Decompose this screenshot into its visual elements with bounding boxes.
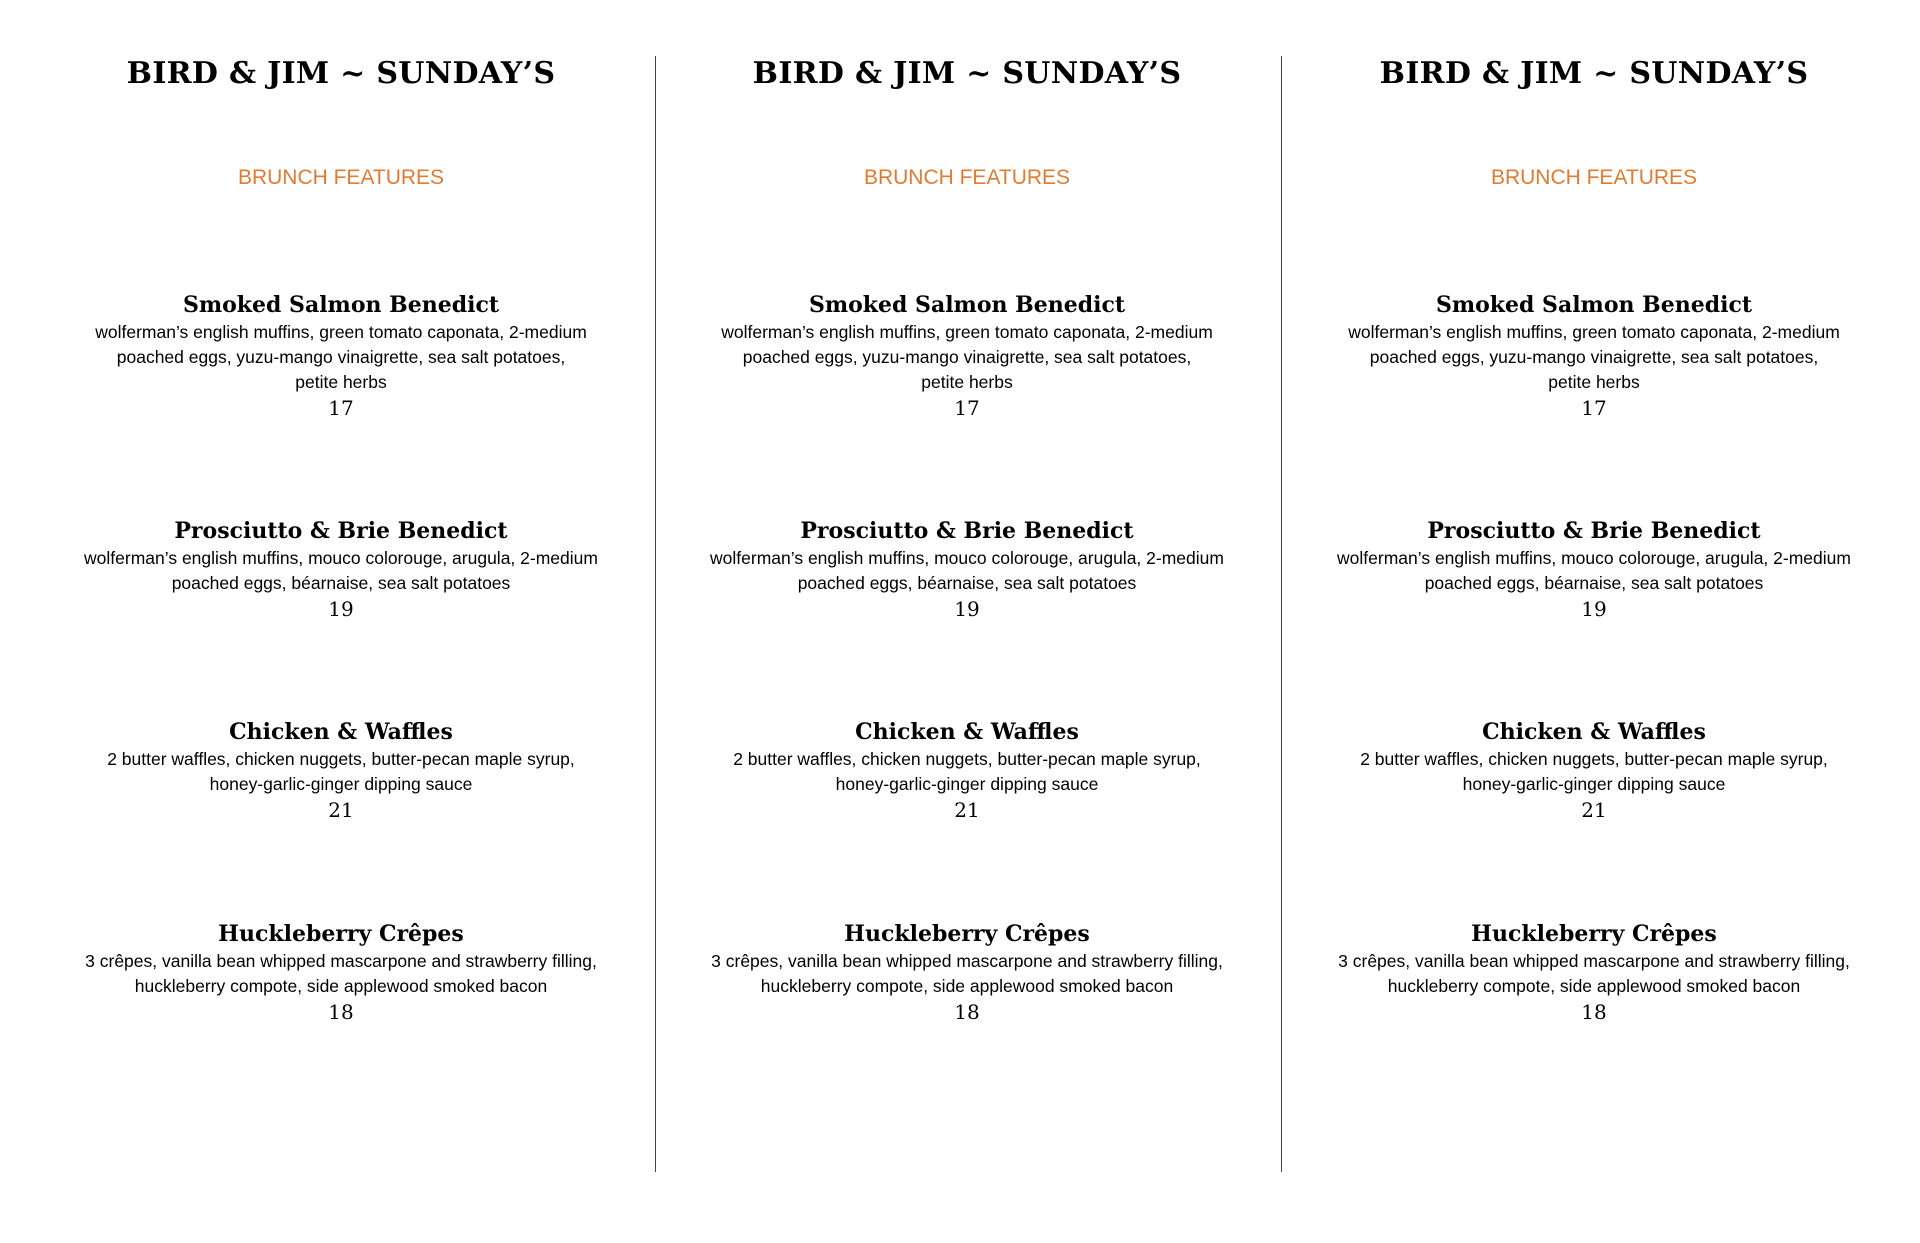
item-price: 17 [1581,396,1607,420]
item-desc-line: poached eggs, béarnaise, sea salt potatoes [797,573,1137,593]
item-price: 19 [1581,597,1607,621]
item-description [1281,546,1907,596]
item-desc-line: petite herbs [1548,372,1640,392]
menu-item [654,919,1280,1025]
item-description [28,546,654,596]
menu-item [654,290,1280,421]
menu-item [1281,516,1907,622]
item-price: 18 [954,1000,980,1024]
menu-item [654,717,1280,823]
item-name: Huckleberry Crêpes [844,921,1090,947]
item-desc-line: poached eggs, béarnaise, sea salt potatoes [1424,573,1764,593]
item-desc-line: poached eggs, yuzu-mango vinaigrette, sea salt potatoes, [742,347,1192,367]
item-desc-line: 3 crêpes, vanilla bean whipped mascarpone and strawberry filling, [711,951,1223,971]
item-desc-line: huckleberry compote, side applewood smoked bacon [134,976,548,996]
menu-item [28,717,654,823]
item-desc-line: 2 butter waffles, chicken nuggets, butter-pecan maple syrup, [107,749,575,769]
menu-subtitle: BRUNCH FEATURES [237,166,445,189]
menu-title: BIRD & JIM ~ SUNDAY’S [1379,56,1809,91]
item-desc-line: petite herbs [295,372,387,392]
item-desc-line: petite herbs [921,372,1013,392]
item-name: Chicken & Waffles [1482,719,1706,745]
item-name: Chicken & Waffles [229,719,453,745]
menu-item [654,516,1280,622]
item-price: 17 [328,396,354,420]
item-desc-line: poached eggs, béarnaise, sea salt potatoes [171,573,511,593]
item-price: 17 [954,396,980,420]
item-name: Smoked Salmon Benedict [808,292,1126,318]
item-desc-line: 2 butter waffles, chicken nuggets, butter-pecan maple syrup, [1360,749,1828,769]
item-desc-line: wolferman’s english muffins, green tomato caponata, 2-medium [1348,322,1840,342]
menu-title: BIRD & JIM ~ SUNDAY’S [126,56,556,91]
item-desc-line: wolferman’s english muffins, green tomato caponata, 2-medium [721,322,1213,342]
item-name: Chicken & Waffles [855,719,1079,745]
menu-item [1281,717,1907,823]
menu-column-3 [1281,0,1907,1243]
item-name: Huckleberry Crêpes [218,921,464,947]
menu-column-2 [654,0,1280,1243]
item-price: 21 [954,798,980,822]
item-price: 18 [328,1000,354,1024]
item-desc-line: huckleberry compote, side applewood smoked bacon [1387,976,1801,996]
item-name: Huckleberry Crêpes [1471,921,1717,947]
item-description [1281,320,1907,395]
item-name: Smoked Salmon Benedict [182,292,500,318]
item-desc-line: honey-garlic-ginger dipping sauce [209,774,473,794]
menu-item [28,290,654,421]
item-desc-line: wolferman’s english muffins, mouco colorouge, arugula, 2-medium [1337,548,1851,568]
item-name: Prosciutto & Brie Benedict [1427,518,1761,544]
menu-item [1281,290,1907,421]
item-desc-line: 2 butter waffles, chicken nuggets, butter-pecan maple syrup, [733,749,1201,769]
item-description [1281,949,1907,999]
item-price: 19 [954,597,980,621]
item-description [1281,747,1907,797]
item-desc-line: 3 crêpes, vanilla bean whipped mascarpone and strawberry filling, [85,951,597,971]
item-description [28,320,654,395]
item-desc-line: poached eggs, yuzu-mango vinaigrette, sea salt potatoes, [1369,347,1819,367]
item-description [654,546,1280,596]
item-price: 18 [1581,1000,1607,1024]
menu-subtitle: BRUNCH FEATURES [1490,166,1698,189]
item-description [654,747,1280,797]
item-desc-line: wolferman’s english muffins, mouco colorouge, arugula, 2-medium [84,548,598,568]
item-desc-line: wolferman’s english muffins, mouco colorouge, arugula, 2-medium [710,548,1224,568]
item-name: Prosciutto & Brie Benedict [174,518,508,544]
item-desc-line: 3 crêpes, vanilla bean whipped mascarpone and strawberry filling, [1338,951,1850,971]
item-desc-line: wolferman’s english muffins, green tomato caponata, 2-medium [95,322,587,342]
item-name: Prosciutto & Brie Benedict [800,518,1134,544]
item-price: 19 [328,597,354,621]
menu-item [28,516,654,622]
item-desc-line: huckleberry compote, side applewood smoked bacon [760,976,1174,996]
item-description [654,949,1280,999]
menu-title: BIRD & JIM ~ SUNDAY’S [752,56,1182,91]
menu-item [28,919,654,1025]
item-description [654,320,1280,395]
menu-column-1 [28,0,654,1243]
item-desc-line: honey-garlic-ginger dipping sauce [1462,774,1726,794]
item-description [28,949,654,999]
item-name: Smoked Salmon Benedict [1435,292,1753,318]
item-description [28,747,654,797]
item-desc-line: honey-garlic-ginger dipping sauce [835,774,1099,794]
menu-subtitle: BRUNCH FEATURES [863,166,1071,189]
item-desc-line: poached eggs, yuzu-mango vinaigrette, sea salt potatoes, [116,347,566,367]
menu-item [1281,919,1907,1025]
item-price: 21 [328,798,354,822]
item-price: 21 [1581,798,1607,822]
